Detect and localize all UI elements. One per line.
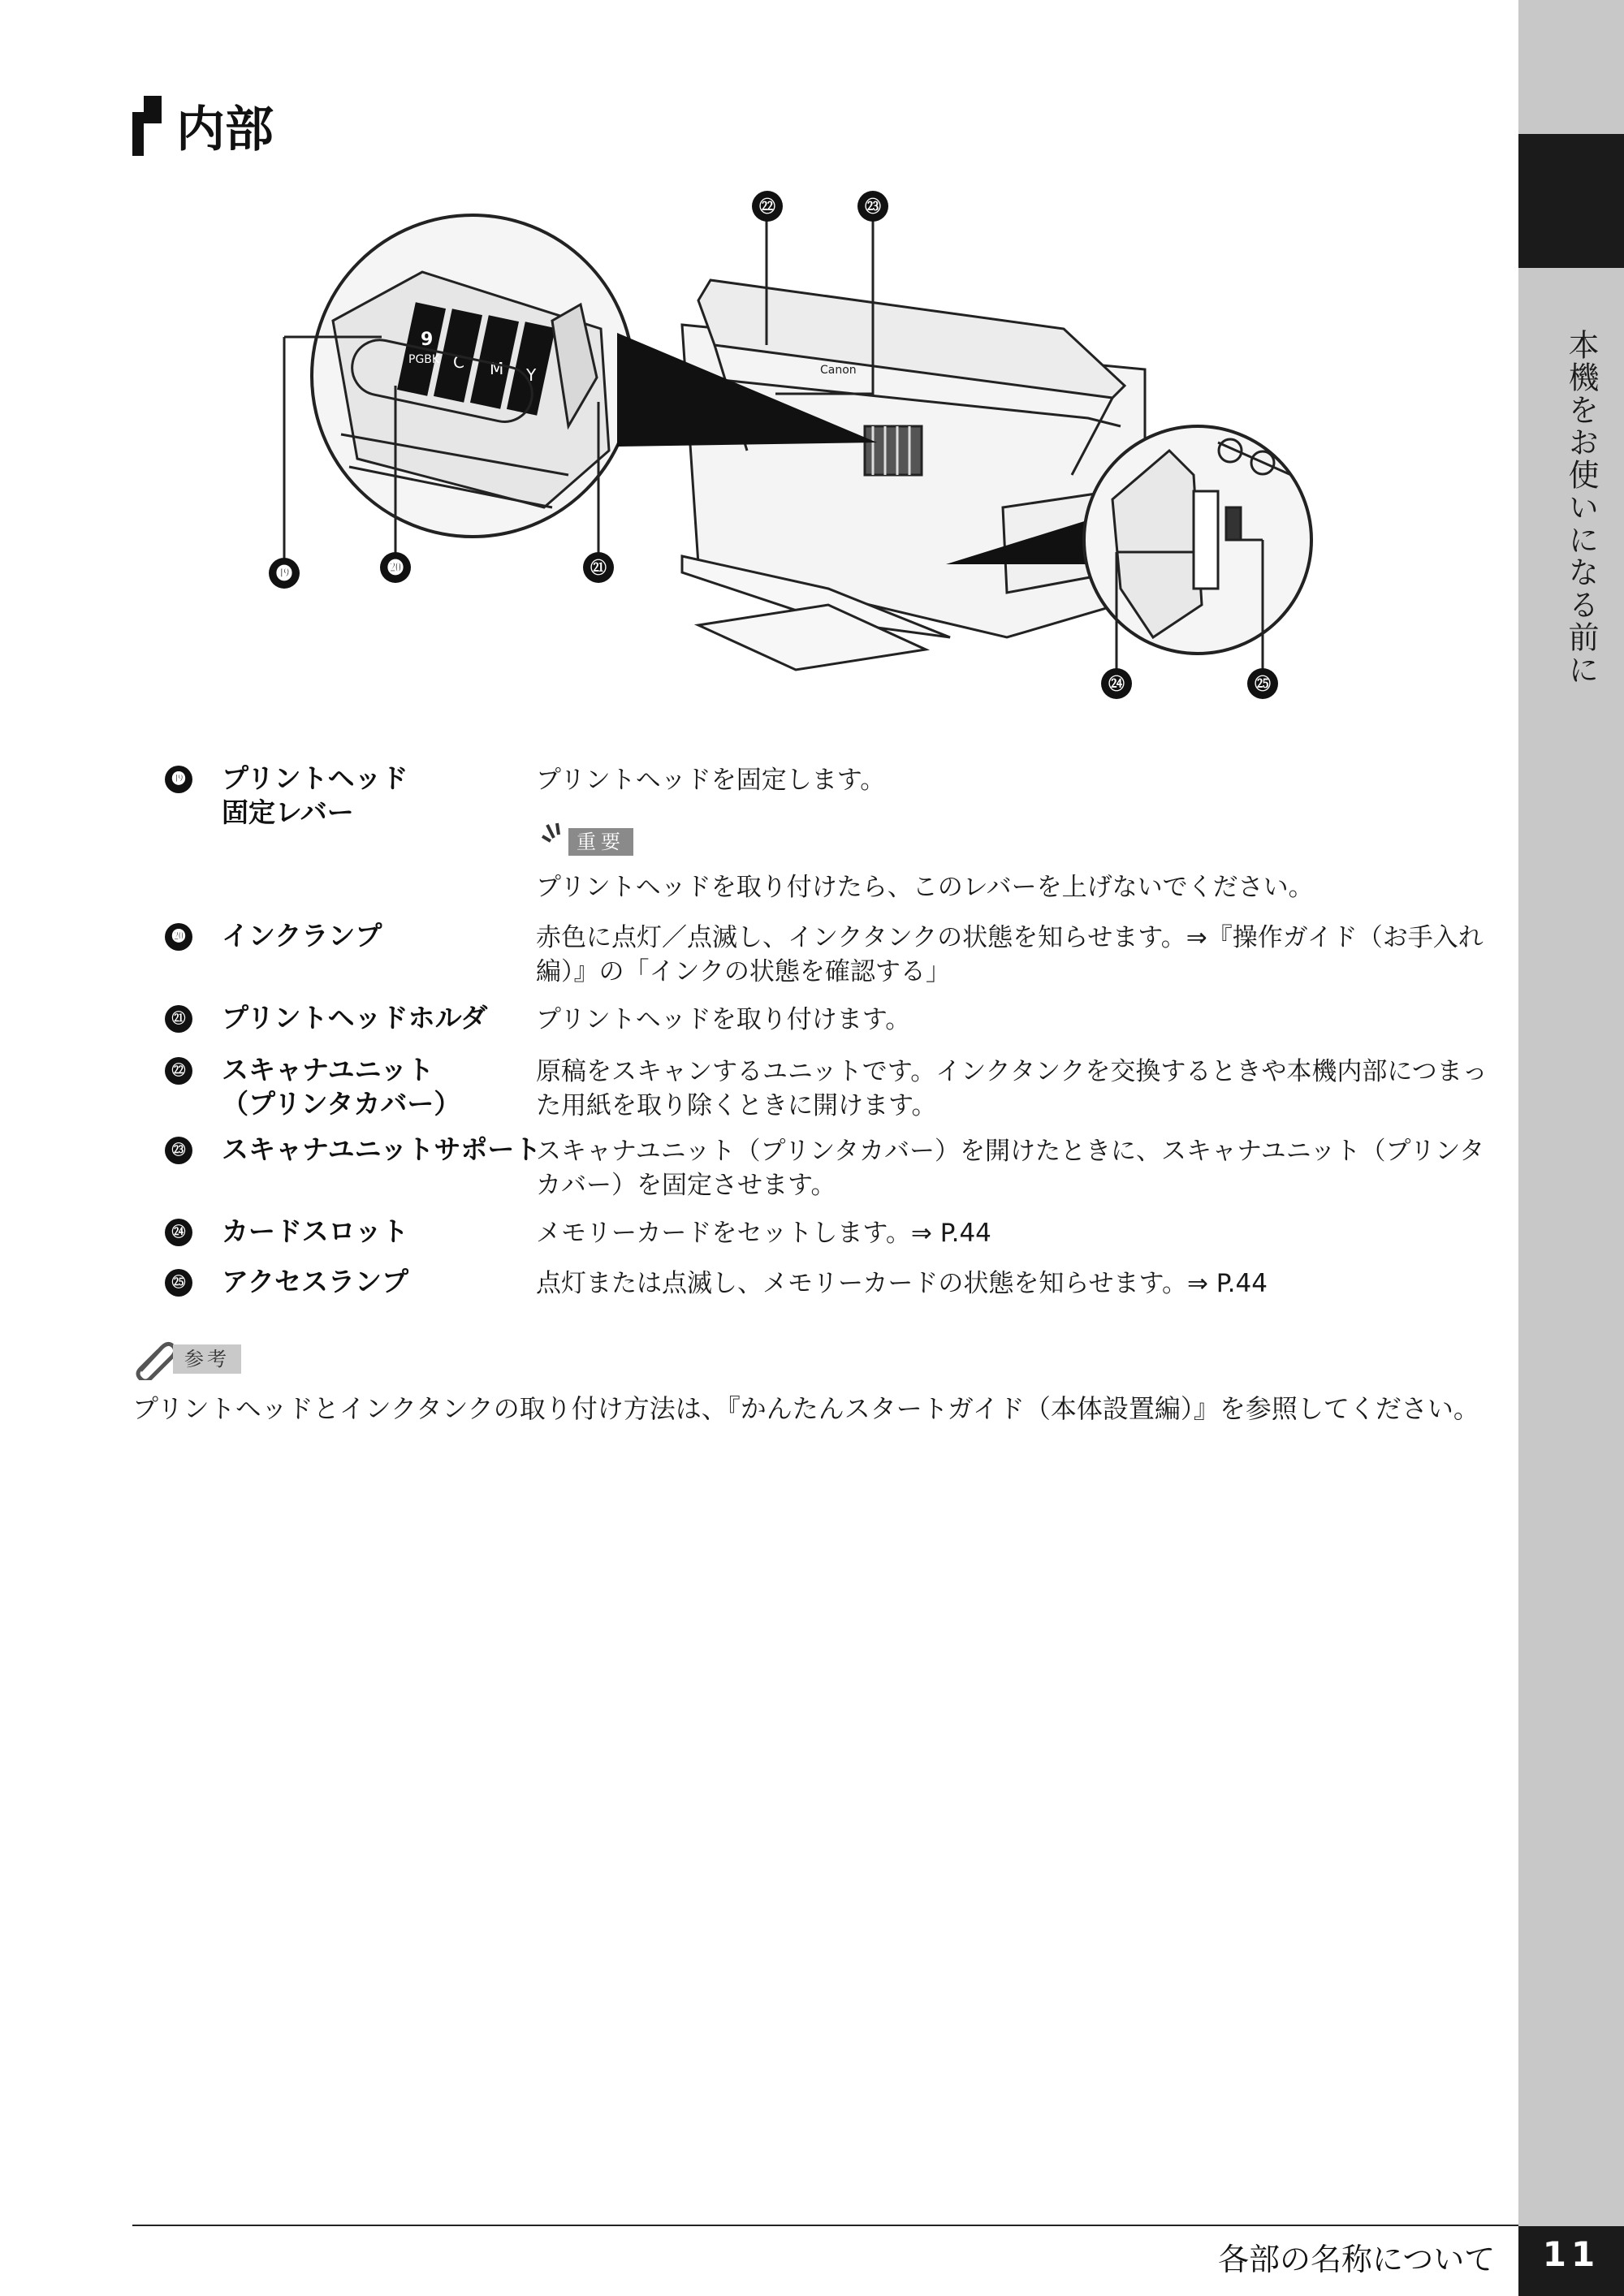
- important-label: 重要: [568, 828, 633, 856]
- item-term: [222, 1133, 541, 1167]
- ink-label-pgbk-text: PGBK: [408, 353, 440, 366]
- item-term: [222, 762, 408, 830]
- brand-logo: Canon: [820, 364, 857, 377]
- item-number: ㉕: [165, 1269, 192, 1297]
- item-term: [222, 1053, 460, 1121]
- callout-20: ⓴: [380, 552, 411, 583]
- item-description: メモリーカードをセットします。⇒ P.44: [536, 1219, 991, 1248]
- callout-24: ㉔: [1101, 668, 1132, 699]
- item-description: プリントヘッドを取り付けます。: [536, 1005, 911, 1034]
- item-description: プリントヘッドを固定します。: [536, 766, 886, 795]
- item-term: [222, 919, 382, 953]
- item-term-line: カードスロット: [222, 1215, 409, 1247]
- page-number: 11: [1542, 2234, 1600, 2274]
- important-icon: [539, 820, 572, 862]
- item-description: 原稿をスキャンするユニットです。インクタンクを交換するときや本機内部につまった用紙を取り除くときに開けます。: [536, 1057, 1488, 1120]
- item-term-line: プリントヘッド: [222, 762, 408, 794]
- note-badge: [132, 1338, 246, 1380]
- ink-label-pgbk: 9: [421, 330, 434, 350]
- callout-23: ㉓: [857, 191, 888, 222]
- item-description: スキャナユニット（プリンタカバー）を開けたときに、スキャナユニット（プリンタカバー）を固定させます。: [536, 1137, 1485, 1200]
- item-description: 点灯または点滅し、メモリーカードの状態を知らせます。⇒ P.44: [536, 1269, 1268, 1298]
- important-badge: [539, 820, 645, 862]
- printer-interior-illustration: [260, 183, 1315, 719]
- note-label: 参考: [173, 1344, 241, 1374]
- item-term-line: スキャナユニット: [222, 1054, 434, 1085]
- item-term-line: プリントヘッドホルダ: [222, 1002, 488, 1034]
- note-text: プリントヘッドとインクタンクの取り付け方法は、『かんたんスタートガイド（本体設置編）』を参照してください。: [132, 1393, 1479, 1424]
- item-term-line: 固定レバー: [222, 796, 354, 828]
- item-number: ㉔: [165, 1219, 192, 1246]
- item-number: ㉑: [165, 1005, 192, 1033]
- item-description: 赤色に点灯／点滅し、インクタンクの状態を知らせます。⇒『操作ガイド（お手入れ編）』の「インクの状態を確認する」: [536, 923, 1484, 986]
- callout-21: ㉑: [583, 552, 614, 583]
- footer-section-title: 各部の名称について: [1218, 2242, 1496, 2277]
- ink-label-m: M: [490, 359, 504, 378]
- item-term: [222, 1265, 408, 1299]
- page-title: 内部: [176, 101, 274, 158]
- callout-19: ⓳: [269, 558, 300, 589]
- item-term: [222, 1001, 487, 1035]
- ink-label-y: Y: [526, 365, 537, 385]
- footer-rule: [132, 2225, 1518, 2226]
- printer-drawing: [260, 183, 1315, 719]
- important-text: プリントヘッドを取り付けたら、このレバーを上げないでください。: [536, 873, 1314, 902]
- callout-25: ㉕: [1247, 668, 1278, 699]
- item-term-line: インクランプ: [222, 920, 382, 952]
- item-number: ㉒: [165, 1057, 192, 1085]
- side-tab-marker: [1518, 134, 1624, 268]
- item-term-line: アクセスランプ: [222, 1266, 409, 1297]
- item-number: ㉓: [165, 1137, 192, 1164]
- heading-mark: [132, 96, 162, 156]
- callout-22: ㉒: [752, 191, 783, 222]
- item-number: ⓴: [165, 923, 192, 951]
- item-term-line: （プリンタカバー）: [222, 1088, 461, 1120]
- item-term-line: スキャナユニットサポート: [222, 1133, 542, 1165]
- side-tab-label: 本機をお使いになる前に: [1563, 329, 1599, 686]
- item-term: [222, 1215, 408, 1249]
- ink-label-c: C: [453, 352, 464, 372]
- paperclip-icon: [132, 1338, 178, 1380]
- item-number: ⓳: [165, 766, 192, 793]
